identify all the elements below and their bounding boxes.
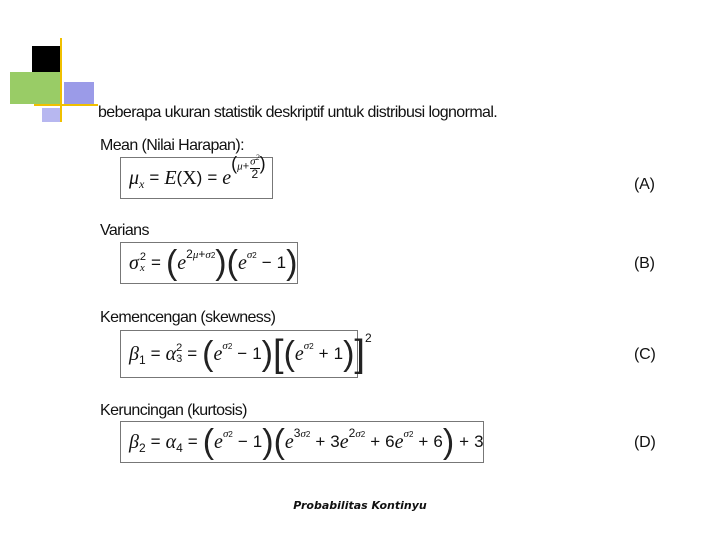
formula-mean: μ x = E ( X ) = e (μ+ $\frac{\sigma^2}{2}$ ) (120, 157, 273, 199)
label-c: (C) (634, 346, 656, 363)
logo-vertical-line (60, 38, 62, 122)
formula-skewness: β 1 = α 2 3 = ( e σ2 − 1 ) [ ( e σ2 + 1 ) ] 2 (120, 330, 358, 378)
label-b: (B) (634, 255, 655, 272)
section-title-varians: Varians (100, 222, 149, 239)
logo-lavender-square (42, 108, 60, 122)
corner-logo (0, 0, 110, 130)
formula-varians: σ 2 x = ( e 2μ+σ2 ) ( e σ2 − 1 ) (120, 242, 298, 284)
formula-kurtosis: β 2 = α 4 = ( e σ2 − 1 ) ( e 3σ2 + 3 e 2σ2 + 6 e σ2 + 6 ) + 3 (120, 421, 484, 463)
section-title-skewness: Kemencengan (skewness) (100, 309, 276, 326)
logo-green-square (10, 72, 60, 104)
logo-purple-square (64, 82, 94, 104)
section-title-kurtosis: Keruncingan (kurtosis) (100, 402, 247, 419)
intro-text: beberapa ukuran statistik deskriptif untuk distribusi lognormal. (98, 104, 498, 121)
section-title-mean: Mean (Nilai Harapan): (100, 137, 244, 154)
label-a: (A) (634, 176, 655, 193)
footer-text: Probabilitas Kontinyu (293, 499, 427, 512)
label-d: (D) (634, 434, 656, 451)
logo-horizontal-line (34, 104, 98, 106)
